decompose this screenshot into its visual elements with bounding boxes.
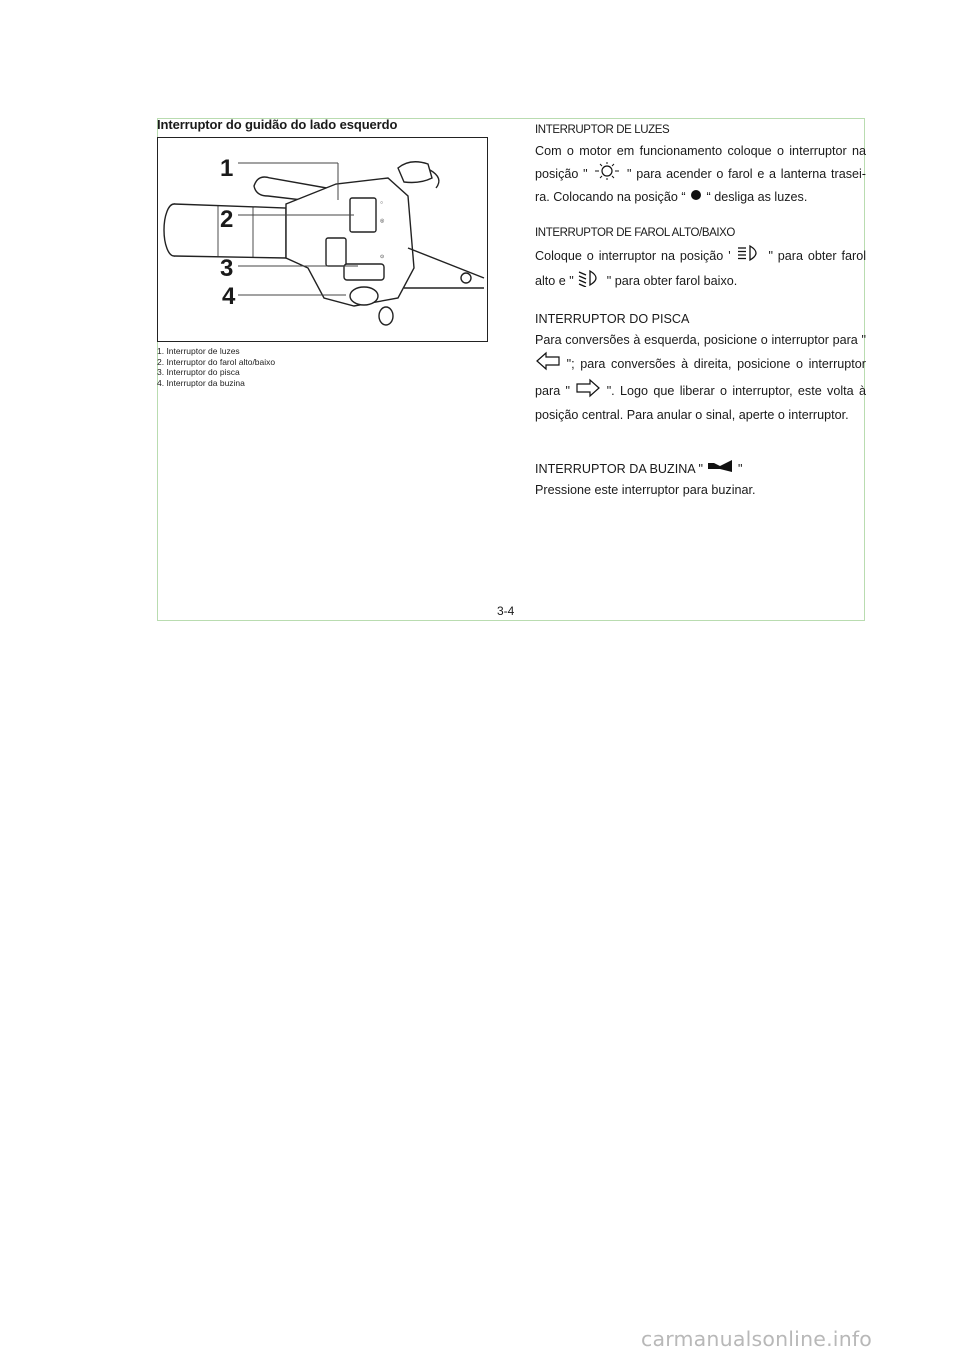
caption-item: 4. Interruptor da buzina bbox=[157, 377, 245, 388]
callout-1: 1 bbox=[220, 155, 234, 182]
page-number: 3-4 bbox=[497, 604, 515, 618]
switch-housing bbox=[286, 178, 414, 306]
mirror-mount bbox=[379, 307, 393, 325]
section-title: Interruptor do guidão do lado esquerdo bbox=[157, 117, 398, 132]
beam-heading: INTERRUPTOR DE FAROL ALTO/BAIXO bbox=[535, 227, 735, 240]
beam-section bbox=[535, 223, 866, 294]
left-arrow-icon bbox=[535, 351, 561, 378]
callout-4: 4 bbox=[222, 283, 236, 310]
turn-heading: INTERRUPTOR DO PISCA bbox=[535, 312, 690, 327]
handlebar-switch-figure bbox=[157, 137, 488, 342]
horn-button bbox=[350, 287, 378, 305]
lever-pivot bbox=[398, 162, 432, 183]
svg-text:○: ○ bbox=[380, 200, 384, 206]
figure-captions bbox=[157, 346, 275, 388]
callout-3: 3 bbox=[220, 255, 234, 282]
callout-2: 2 bbox=[220, 206, 234, 233]
watermark: carmanualsonline.info bbox=[641, 1327, 873, 1351]
caption-item: 2. Interruptor do farol alto/baixo bbox=[157, 356, 276, 367]
handlebar-illustration bbox=[158, 138, 486, 340]
horn-text: Pressione este interruptor para buzinar. bbox=[535, 483, 756, 498]
turn-text: Para conversões à esquerda, posicione o interruptor para " "; para conversões à direita, posicione o interruptor para " ". Logo que liberar o interruptor, este volta à posição central. Para anular o sinal, aperte o interruptor. bbox=[535, 333, 866, 423]
horn-section bbox=[535, 459, 866, 501]
turn-section bbox=[535, 309, 866, 426]
filled-circle-icon bbox=[689, 187, 703, 208]
dimmer-switch bbox=[326, 238, 346, 266]
caption-item: 1. Interruptor de luzes bbox=[157, 346, 240, 356]
lights-heading: INTERRUPTOR DE LUZES bbox=[535, 124, 670, 136]
svg-text:◎: ◎ bbox=[380, 218, 385, 224]
high-beam-icon bbox=[736, 244, 764, 269]
instructions-column bbox=[535, 120, 866, 516]
lights-text: Com o motor em funcionamento coloque o interruptor na posição " " para acender o farol e a lanterna trasei-ra. Colocando na posição “ “ desliga as luzes. bbox=[535, 141, 866, 208]
caption-item: 3. Interruptor do pisca bbox=[157, 367, 240, 377]
horn-heading: INTERRUPTOR DA BUZINA " " bbox=[535, 459, 866, 480]
svg-text:⊙: ⊙ bbox=[380, 254, 385, 260]
right-arrow-icon bbox=[575, 378, 601, 405]
lights-section bbox=[535, 120, 866, 208]
sun-icon bbox=[592, 162, 622, 187]
low-beam-icon bbox=[577, 269, 603, 294]
horn-icon bbox=[706, 459, 734, 480]
beam-text: Coloque o interruptor na posição ' " para obter farol alto e " " para obter farol baixo. bbox=[535, 244, 866, 294]
